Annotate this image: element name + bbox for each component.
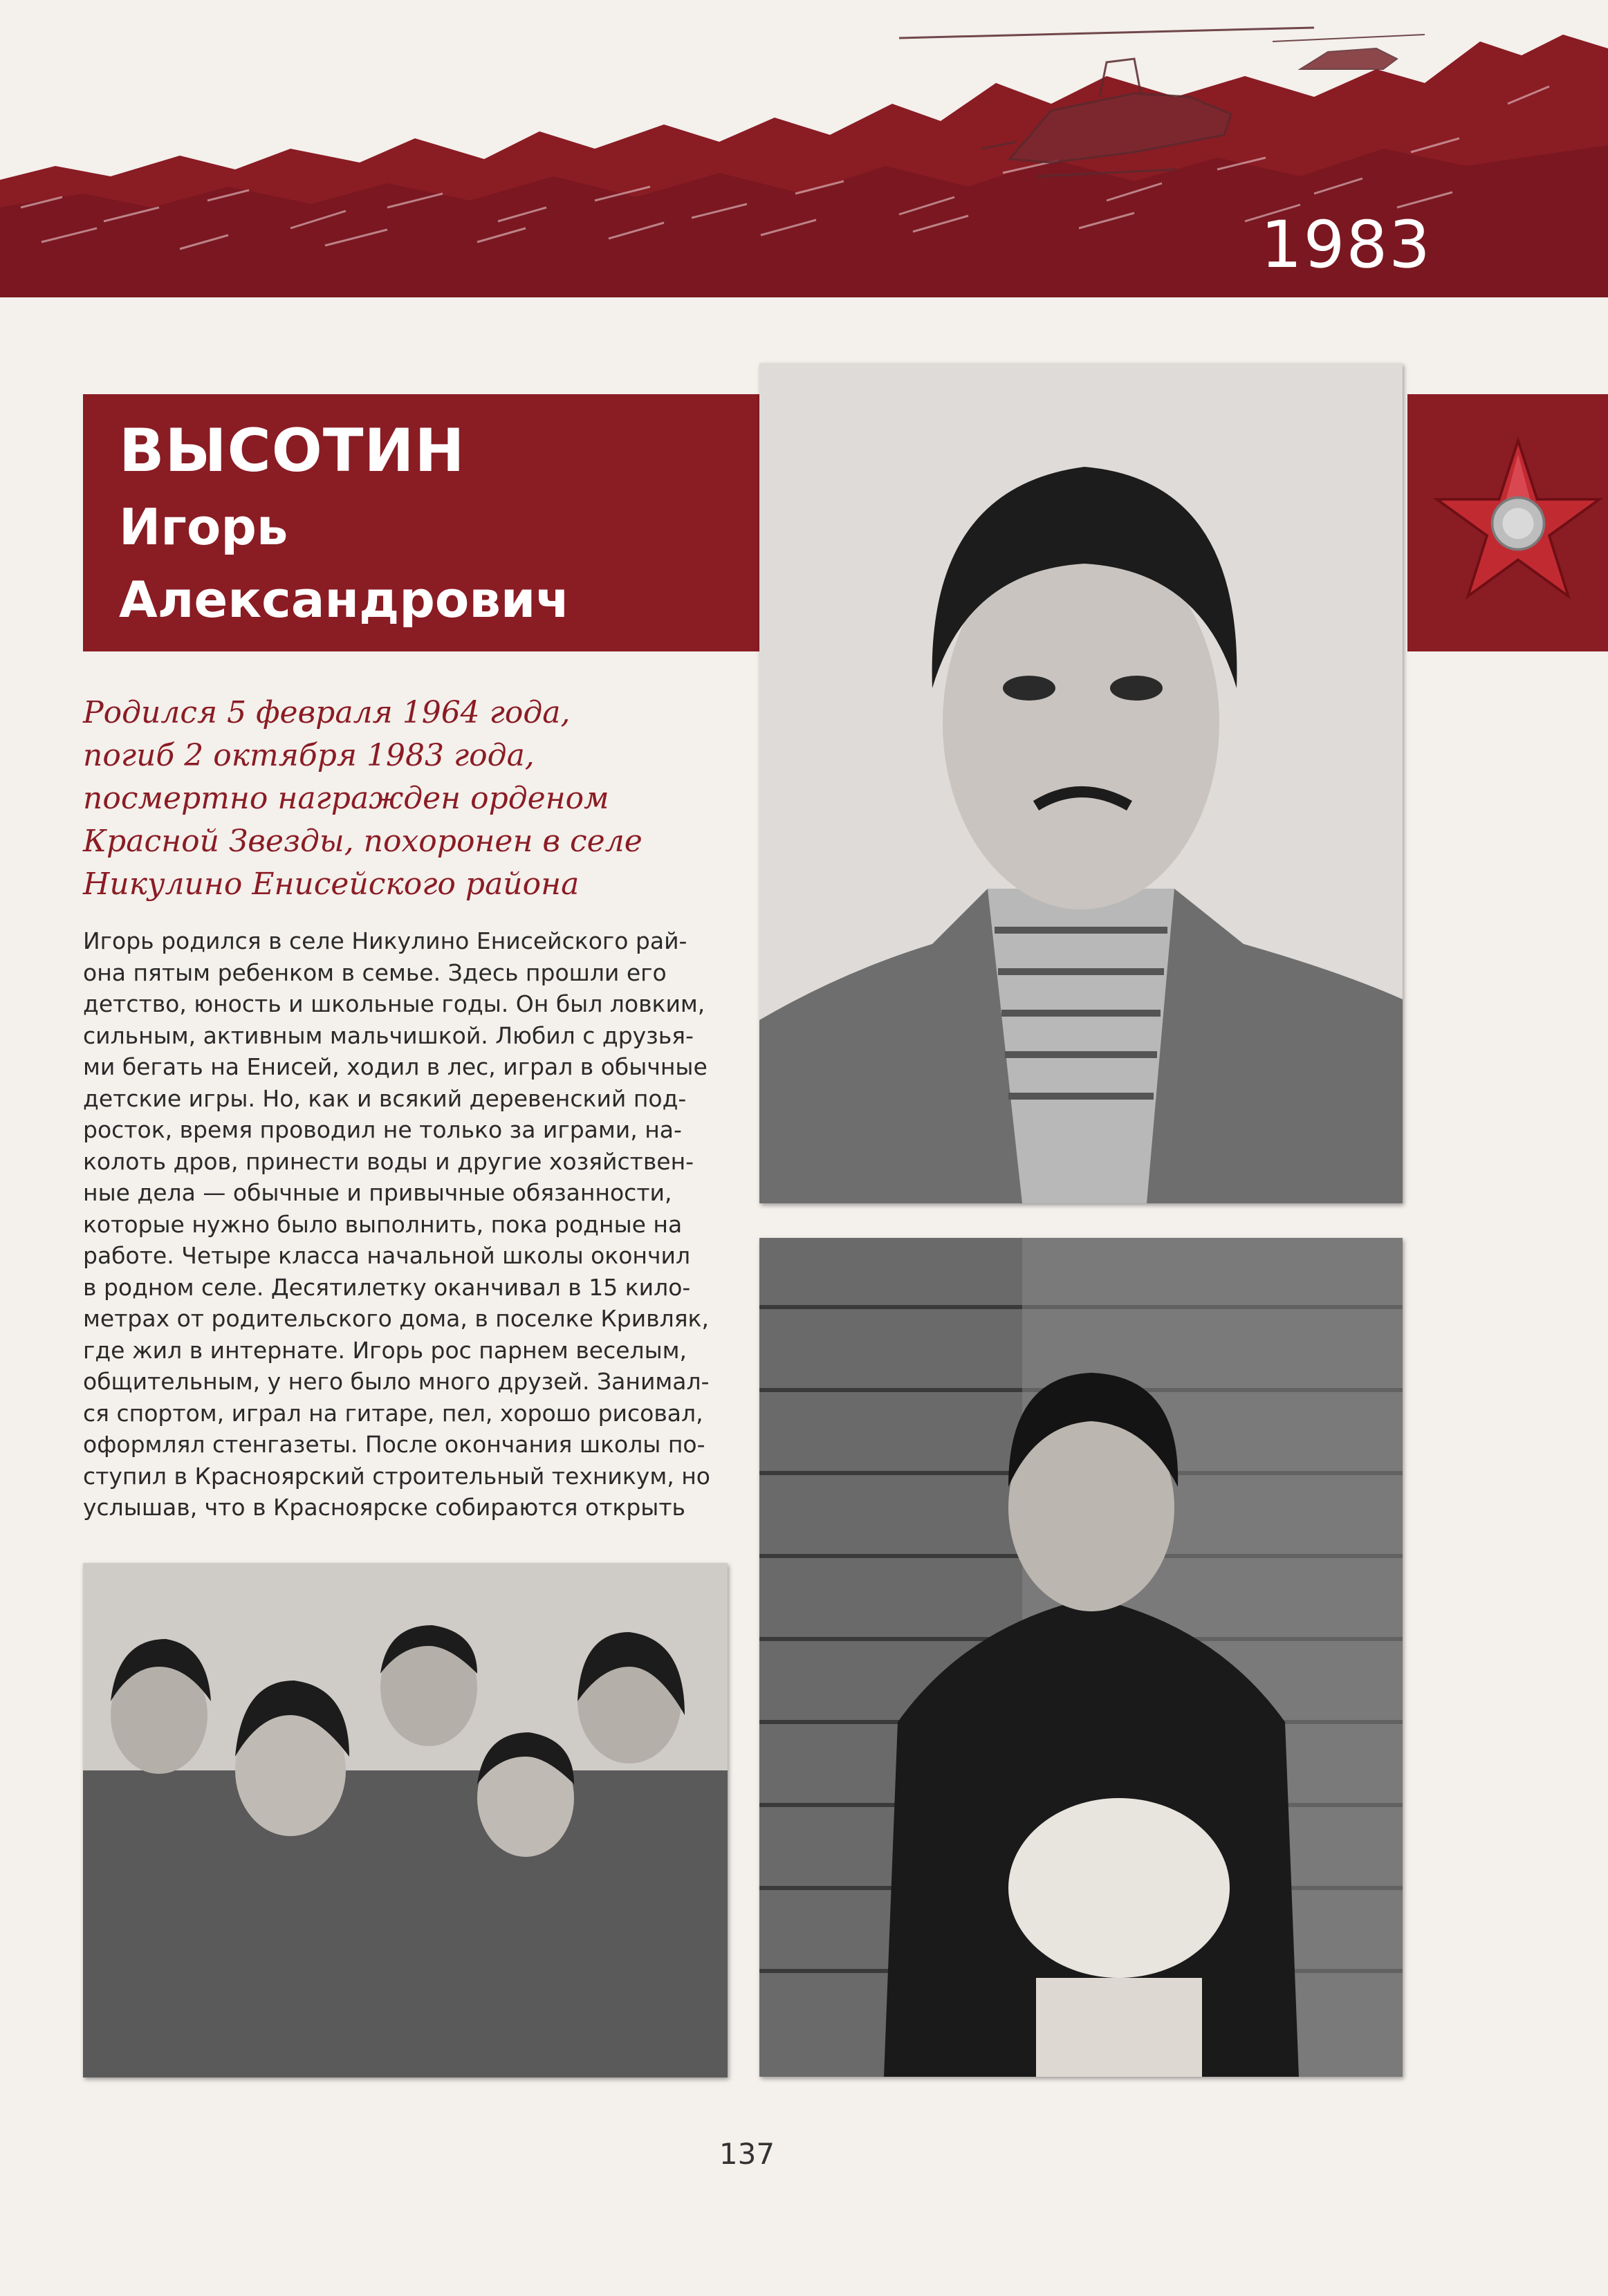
- bio-line: ступил в Красноярский строительный техникум, но: [83, 1462, 710, 1490]
- bio-line: росток, время проводил не только за играми, на-: [83, 1116, 682, 1143]
- intro-line: Родился 5 февраля 1964 года,: [83, 695, 571, 730]
- intro-line: погиб 2 октября 1983 года,: [83, 738, 535, 773]
- patronymic: Александрович: [119, 571, 570, 629]
- bio-line: в родном селе. Десятилетку оканчивал в 15 кило-: [83, 1273, 691, 1301]
- bio-line: сильным, активным мальчишкой. Любил с друзья-: [83, 1021, 694, 1049]
- surname: ВЫСОТИН: [119, 416, 465, 485]
- red-star-order-icon: [1432, 437, 1605, 610]
- portrait-photo: [759, 363, 1403, 1203]
- bio-line: оформлял стенгазеты. После окончания школы по-: [83, 1431, 705, 1458]
- intro-line: Красной Звезды, похоронен в селе: [83, 824, 643, 859]
- bio-line: где жил в интернате. Игорь рос парнем веселым,: [83, 1336, 687, 1364]
- bio-line: работе. Четыре класса начальной школы окончил: [83, 1242, 691, 1269]
- bio-line: ся спортом, играл на гитаре, пел, хорошо рисовал,: [83, 1399, 703, 1427]
- bio-line: Игорь родился в селе Никулино Енисейского рай-: [83, 927, 687, 954]
- bio-line: которые нужно было выполнить, пока родные на: [83, 1210, 683, 1238]
- group-photo: [83, 1563, 728, 2077]
- page-number: 137: [719, 2137, 775, 2171]
- bio-line: метрах от родительского дома, в поселке Кривляк,: [83, 1305, 709, 1332]
- bio-line: ные дела — обычные и привычные обязанности,: [83, 1179, 672, 1206]
- first-name: Игорь: [119, 498, 288, 556]
- year-label: 1983: [1260, 207, 1432, 283]
- photo-with-dog: [759, 1238, 1403, 2077]
- bio-line: она пятым ребенком в семье. Здесь прошли его: [83, 959, 667, 986]
- bio-line: ми бегать на Енисей, ходил в лес, играл в обычные: [83, 1053, 708, 1080]
- intro-line: Никулино Енисейского района: [83, 867, 580, 902]
- name-block: [83, 394, 761, 651]
- biography-summary: [83, 692, 747, 906]
- bio-line: общительным, у него было много друзей. Занимал-: [83, 1368, 710, 1395]
- biography-text: [83, 925, 726, 1524]
- bio-line: детство, юность и школьные годы. Он был ловким,: [83, 990, 705, 1017]
- bio-line: колоть дров, принести воды и другие хозяйствен-: [83, 1147, 694, 1175]
- bio-line: детские игры. Но, как и всякий деревенский под-: [83, 1084, 687, 1112]
- bio-line: услышав, что в Красноярске собираются открыть: [83, 1494, 685, 1521]
- intro-line: посмертно награжден орденом: [83, 781, 609, 816]
